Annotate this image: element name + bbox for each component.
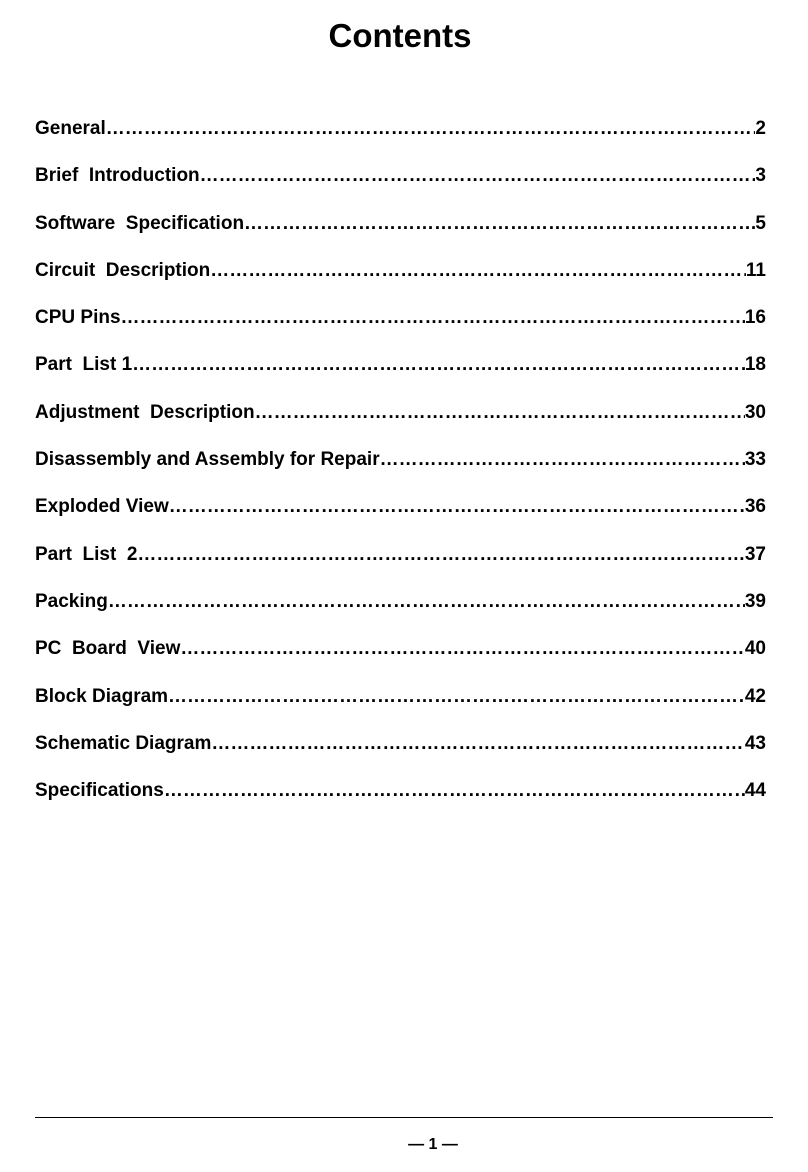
toc-entry-general [35, 115, 766, 162]
toc-entry-page: 16 [744, 307, 766, 329]
toc-entry-title: Adjustment Description [35, 401, 255, 423]
toc-entry-specifications [35, 777, 766, 824]
toc-entry-title: CPU Pins [35, 307, 121, 329]
toc-entry-page: 18 [744, 354, 766, 376]
dot-leader [108, 588, 745, 616]
toc-entry-page: 42 [744, 685, 766, 707]
toc-entry-circuit-description [35, 257, 766, 304]
toc-entry-page: 36 [744, 496, 766, 518]
toc-entry-exploded-view [35, 493, 766, 540]
toc-entry-part-list-2 [35, 541, 766, 588]
page-number: ― 1 ― [408, 1136, 458, 1153]
dot-leader [106, 115, 756, 143]
toc-entry-title: PC Board View [35, 638, 181, 660]
dot-leader [169, 493, 745, 521]
toc-entry-page: 3 [755, 165, 766, 187]
dot-leader [180, 635, 745, 663]
page-title: Contents [328, 17, 472, 54]
dot-leader [121, 304, 745, 332]
toc-entry-pc-board-view [35, 635, 766, 682]
toc-entry-page: 40 [744, 638, 766, 660]
toc-entry-page: 44 [744, 780, 766, 802]
toc-entry-title: Part List 2 [35, 543, 138, 565]
toc-entry-block-diagram [35, 683, 766, 730]
toc-entry-title: General [35, 118, 106, 139]
toc-entry-title: Specifications [35, 780, 164, 802]
toc-entry-page: 33 [744, 449, 766, 471]
toc-entry-schematic-diagram [35, 730, 766, 777]
table-of-contents [35, 115, 766, 824]
toc-entry-page: 30 [744, 401, 766, 423]
footer-divider [35, 1117, 773, 1118]
toc-entry-page: 2 [755, 118, 766, 139]
toc-entry-adjustment-description [35, 399, 766, 446]
toc-entry-title: Software Specification [35, 212, 245, 234]
dot-leader [168, 683, 745, 711]
dot-leader [132, 351, 745, 379]
toc-entry-title: Schematic Diagram [35, 732, 212, 754]
dot-leader [244, 210, 755, 238]
toc-entry-title: Exploded View [35, 496, 169, 518]
dot-leader [210, 257, 746, 285]
toc-entry-disassembly-and-assembly [35, 446, 766, 493]
toc-entry-page: 43 [744, 732, 766, 754]
toc-entry-brief-introduction [35, 162, 766, 209]
toc-entry-page: 5 [755, 212, 766, 234]
dot-leader [200, 162, 756, 190]
toc-entry-page: 37 [744, 543, 766, 565]
toc-entry-title: Block Diagram [35, 685, 169, 707]
dot-leader [255, 399, 745, 427]
toc-entry-cpu-pins [35, 304, 766, 351]
dot-leader [137, 541, 744, 569]
dot-leader [380, 446, 745, 474]
dot-leader [211, 730, 745, 758]
toc-entry-packing [35, 588, 766, 635]
toc-entry-title: Part List 1 [35, 354, 133, 376]
toc-entry-page: 39 [744, 590, 766, 612]
toc-entry-title: Brief Introduction [35, 165, 200, 187]
toc-entry-title: Disassembly and Assembly for Repair [35, 449, 380, 471]
toc-entry-part-list-1 [35, 351, 766, 398]
toc-entry-title: Packing [35, 590, 108, 612]
toc-entry-software-specification [35, 210, 766, 257]
dot-leader [164, 777, 745, 805]
toc-entry-title: Circuit Description [35, 259, 211, 281]
toc-entry-page: 11 [745, 259, 766, 281]
